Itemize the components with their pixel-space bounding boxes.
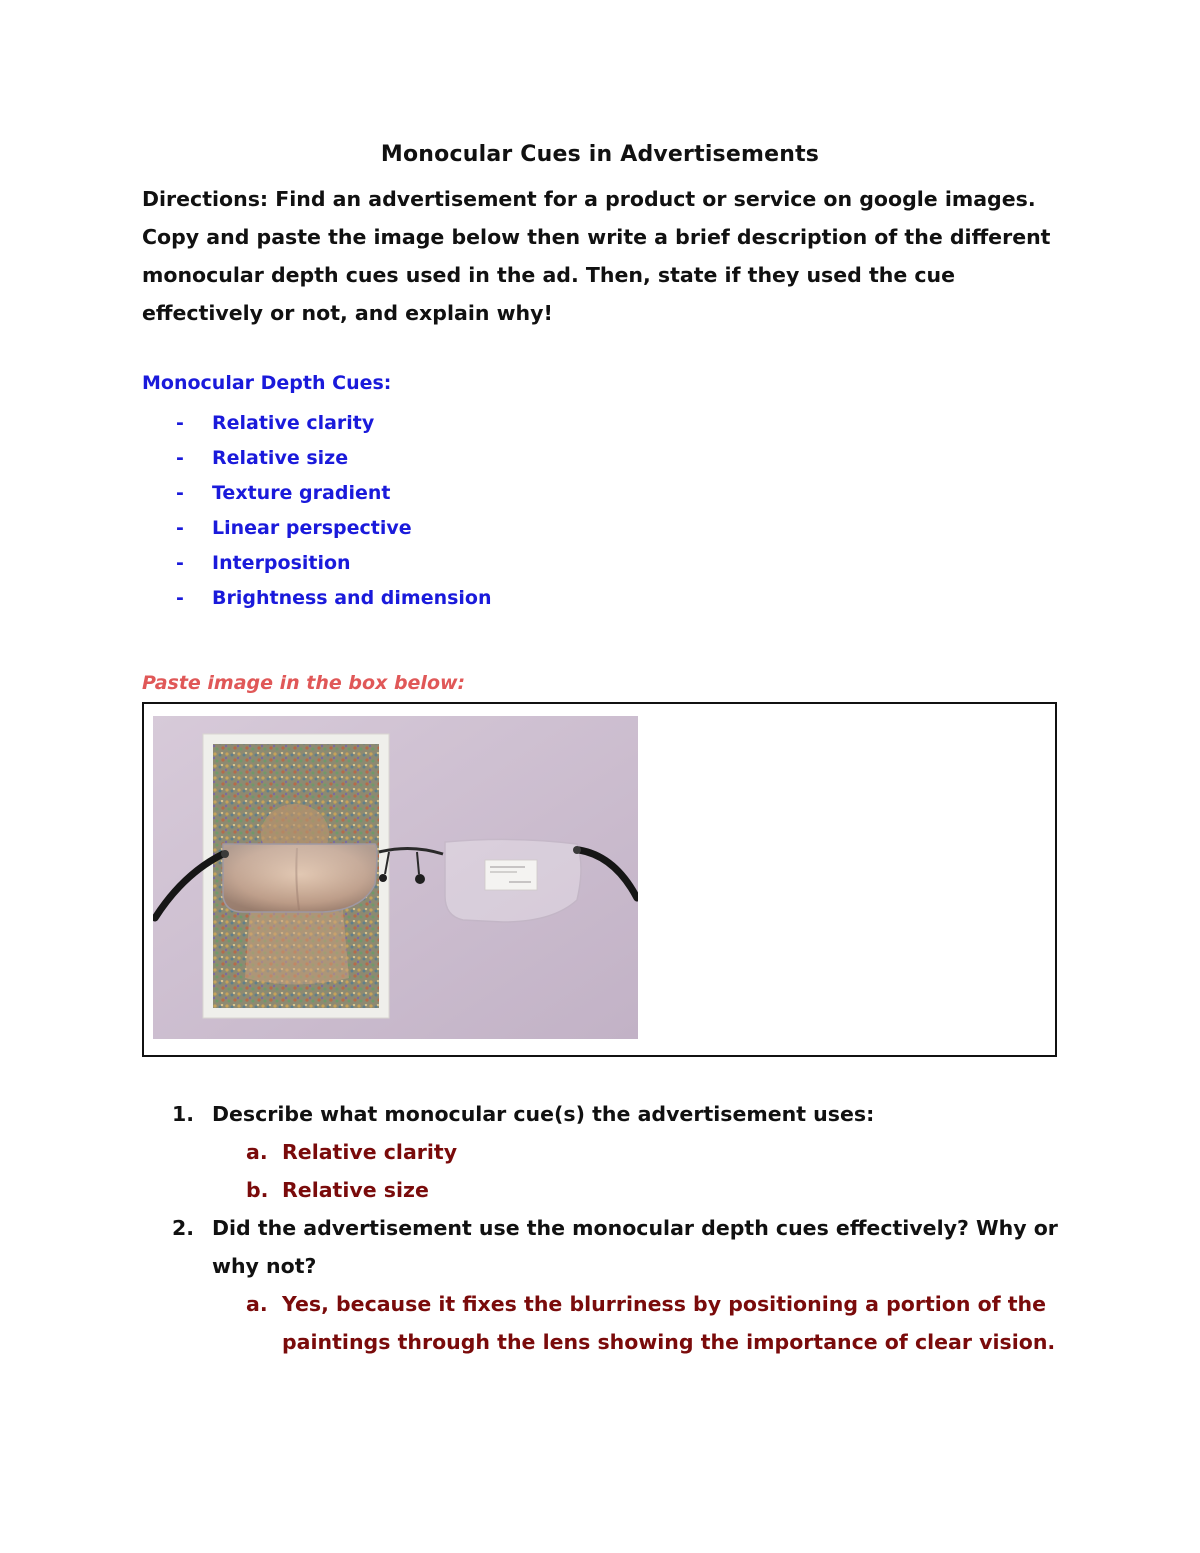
cue-item bbox=[142, 441, 492, 476]
bullet-dash: - bbox=[176, 412, 184, 434]
bullet-dash: - bbox=[176, 447, 184, 469]
cue-label: Relative clarity bbox=[212, 412, 375, 434]
questions-list bbox=[142, 1095, 1072, 1361]
bullet-dash: - bbox=[176, 482, 184, 504]
answer-letter: a. bbox=[246, 1140, 268, 1164]
cue-label: Interposition bbox=[212, 552, 351, 574]
question-number: 2. bbox=[172, 1216, 195, 1240]
bullet-dash: - bbox=[176, 587, 184, 609]
advertisement-image bbox=[153, 716, 638, 1039]
question-number: 1. bbox=[172, 1102, 195, 1126]
bullet-dash: - bbox=[176, 552, 184, 574]
cue-item bbox=[142, 511, 492, 546]
cues-list bbox=[142, 406, 492, 616]
answer-text: Relative size bbox=[282, 1178, 429, 1202]
cue-label: Linear perspective bbox=[212, 517, 412, 539]
answer-item bbox=[142, 1133, 1072, 1171]
answer-text: Relative clarity bbox=[282, 1140, 458, 1164]
cue-label: Relative size bbox=[212, 447, 349, 469]
answer-item bbox=[142, 1171, 1072, 1209]
paste-label: Paste image in the box below: bbox=[142, 672, 466, 694]
directions-text: Directions: Find an advertisement for a product or service on google images. Copy and paste the image below then write a brief description of the different monocular depth cues used in the ad. Then, state if they used the cue effectively or not, and explain why! bbox=[142, 187, 1051, 325]
cue-item bbox=[142, 406, 492, 441]
cue-label: Texture gradient bbox=[212, 482, 391, 504]
question-item bbox=[142, 1095, 1072, 1133]
answer-item bbox=[142, 1285, 1072, 1361]
answer-letter: b. bbox=[246, 1178, 269, 1202]
page-title: Monocular Cues in Advertisements bbox=[380, 142, 820, 167]
cue-item bbox=[142, 476, 492, 511]
question-text: Describe what monocular cue(s) the advertisement uses: bbox=[212, 1102, 875, 1126]
cue-item bbox=[142, 546, 492, 581]
question-item bbox=[142, 1209, 1072, 1285]
answer-text: Yes, because it fixes the blurriness by positioning a portion of the paintings through the lens showing the importance of clear vision. bbox=[282, 1292, 1056, 1354]
answer-letter: a. bbox=[246, 1292, 268, 1316]
question-text: Did the advertisement use the monocular depth cues effectively? Why or why not? bbox=[212, 1216, 1058, 1278]
cues-heading: Monocular Depth Cues: bbox=[142, 372, 392, 394]
bullet-dash: - bbox=[176, 517, 184, 539]
cue-label: Brightness and dimension bbox=[212, 587, 492, 609]
cue-item bbox=[142, 581, 492, 616]
